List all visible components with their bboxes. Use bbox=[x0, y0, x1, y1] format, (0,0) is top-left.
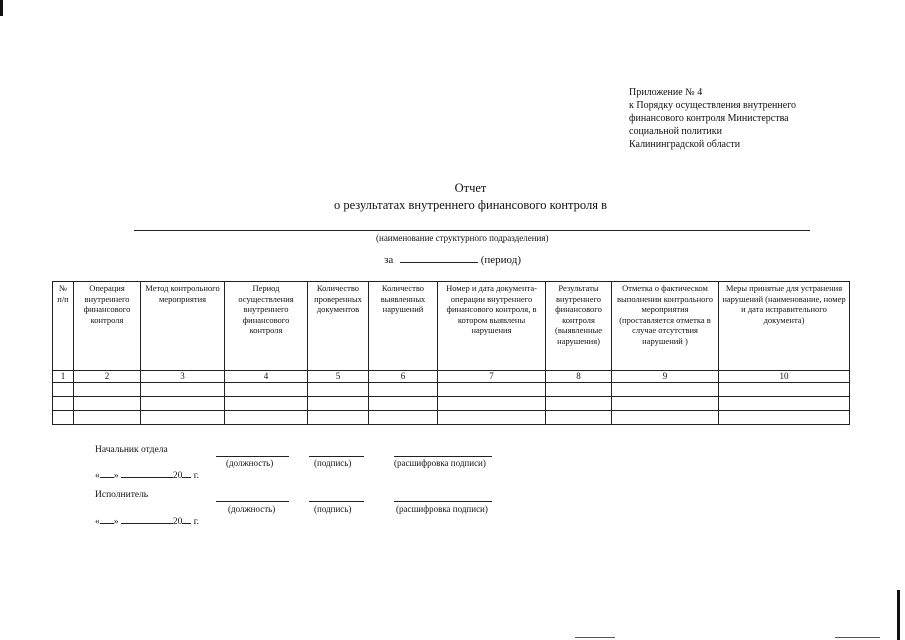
period-blank bbox=[400, 252, 478, 263]
head-decoding-line bbox=[394, 456, 492, 457]
day-blank bbox=[100, 469, 114, 478]
report-subtitle: о результатах внутреннего финансового контроля в bbox=[333, 198, 608, 212]
table-cell bbox=[719, 411, 850, 425]
table-cell bbox=[74, 383, 141, 397]
month-blank bbox=[121, 515, 173, 524]
table-cell bbox=[141, 397, 225, 411]
table-cell bbox=[308, 383, 369, 397]
scan-edge-mark-left bbox=[0, 0, 3, 16]
table-cell bbox=[308, 397, 369, 411]
head-position-caption: (должность) bbox=[226, 458, 274, 468]
report-table bbox=[52, 281, 850, 425]
column-number: 2 bbox=[74, 371, 141, 383]
table-cell bbox=[225, 383, 308, 397]
table-row bbox=[53, 411, 850, 425]
header-cell: Количество выявленных нарушений bbox=[369, 282, 438, 371]
table-row bbox=[53, 397, 850, 411]
year-blank bbox=[182, 469, 191, 478]
date-open-quote: « bbox=[95, 471, 100, 481]
table-cell bbox=[53, 397, 74, 411]
header-cell: Меры принятые для устранения нарушений (наименование, номер и дата исправительного документа) bbox=[719, 282, 850, 371]
executor-signature-line bbox=[309, 501, 364, 502]
header-cell: Количество проверенных документов bbox=[308, 282, 369, 371]
table-number-row bbox=[53, 371, 850, 383]
table-header-row bbox=[53, 282, 850, 371]
column-number: 4 bbox=[225, 371, 308, 383]
table-cell bbox=[546, 397, 612, 411]
appendix-block bbox=[629, 86, 796, 151]
scan-edge-line-bottom bbox=[575, 637, 615, 638]
period-suffix: (период) bbox=[480, 254, 521, 266]
table-cell bbox=[74, 397, 141, 411]
appendix-line: социальной политики bbox=[629, 126, 722, 137]
table-cell bbox=[612, 411, 719, 425]
table-cell bbox=[53, 411, 74, 425]
executor-decoding-line bbox=[394, 501, 492, 502]
date-close-quote: » bbox=[113, 517, 119, 527]
table-cell bbox=[438, 411, 546, 425]
header-cell: Номер и дата документа-операции внутреннего финансового контроля, в котором выявлены нарушения bbox=[438, 282, 546, 371]
subdivision-line bbox=[134, 230, 810, 231]
head-decoding-caption: (расшифровка подписи) bbox=[394, 458, 486, 468]
header-cell: Результаты внутреннего финансового контроля (выявленные нарушения) bbox=[546, 282, 612, 371]
executor-date-line bbox=[95, 515, 199, 527]
year-suffix: г. bbox=[193, 517, 199, 527]
column-number: 3 bbox=[141, 371, 225, 383]
year-suffix: г. bbox=[193, 471, 199, 481]
table-cell bbox=[546, 383, 612, 397]
executor-decoding-caption: (расшифровка подписи) bbox=[396, 504, 488, 514]
column-number: 9 bbox=[612, 371, 719, 383]
appendix-line: к Порядку осуществления внутреннего bbox=[629, 100, 797, 111]
scan-edge-line-bottom-right bbox=[835, 637, 880, 638]
date-open-quote: « bbox=[95, 517, 100, 527]
appendix-line: Калининградской области bbox=[629, 139, 741, 150]
header-cell: № п/п bbox=[53, 282, 74, 371]
period-row bbox=[0, 252, 905, 266]
executor-label: Исполнитель bbox=[95, 490, 149, 500]
table-cell bbox=[369, 411, 438, 425]
head-date-line bbox=[95, 469, 199, 481]
header-cell: Операция внутреннего финансового контроля bbox=[74, 282, 141, 371]
month-blank bbox=[121, 469, 173, 478]
table-cell bbox=[141, 411, 225, 425]
table-cell bbox=[225, 397, 308, 411]
head-signature-line bbox=[309, 456, 364, 457]
head-position-line bbox=[216, 456, 289, 457]
executor-position-caption: (должность) bbox=[228, 504, 276, 514]
table-cell bbox=[719, 383, 850, 397]
table-cell bbox=[369, 397, 438, 411]
period-prefix: за bbox=[384, 254, 394, 266]
column-number: 5 bbox=[308, 371, 369, 383]
table-cell bbox=[74, 411, 141, 425]
column-number: 10 bbox=[719, 371, 850, 383]
header-cell: Метод контрольного мероприятия bbox=[141, 282, 225, 371]
day-blank bbox=[100, 515, 114, 524]
date-close-quote: » bbox=[113, 471, 119, 481]
year-prefix: 20 bbox=[172, 517, 183, 527]
header-cell: Период осуществления внутреннего финансового контроля bbox=[225, 282, 308, 371]
column-number: 7 bbox=[438, 371, 546, 383]
column-number: 8 bbox=[546, 371, 612, 383]
year-blank bbox=[182, 515, 191, 524]
column-number: 1 bbox=[53, 371, 74, 383]
year-prefix: 20 bbox=[172, 471, 183, 481]
head-label: Начальник отдела bbox=[95, 445, 168, 455]
table-row bbox=[53, 383, 850, 397]
report-title: Отчет bbox=[454, 181, 487, 195]
table-cell bbox=[308, 411, 369, 425]
table-cell bbox=[612, 383, 719, 397]
scan-edge-mark-right bbox=[897, 590, 900, 640]
header-cell: Отметка о фактическом выполнении контрольного мероприятия (проставляется отметка в случае отсутствия нарушений ) bbox=[612, 282, 719, 371]
table-cell bbox=[546, 411, 612, 425]
subdivision-caption: (наименование структурного подразделения) bbox=[376, 233, 549, 243]
appendix-line: Приложение № 4 bbox=[629, 87, 703, 98]
appendix-line: финансового контроля Министерства bbox=[629, 113, 789, 124]
table-cell bbox=[369, 383, 438, 397]
column-number: 6 bbox=[369, 371, 438, 383]
table-cell bbox=[612, 397, 719, 411]
table-cell bbox=[141, 383, 225, 397]
table-cell bbox=[719, 397, 850, 411]
executor-signature-caption: (подпись) bbox=[314, 504, 352, 514]
table-cell bbox=[225, 411, 308, 425]
table-cell bbox=[438, 383, 546, 397]
head-signature-caption: (подпись) bbox=[314, 458, 352, 468]
table-cell bbox=[438, 397, 546, 411]
executor-position-line bbox=[216, 501, 289, 502]
table-cell bbox=[53, 383, 74, 397]
